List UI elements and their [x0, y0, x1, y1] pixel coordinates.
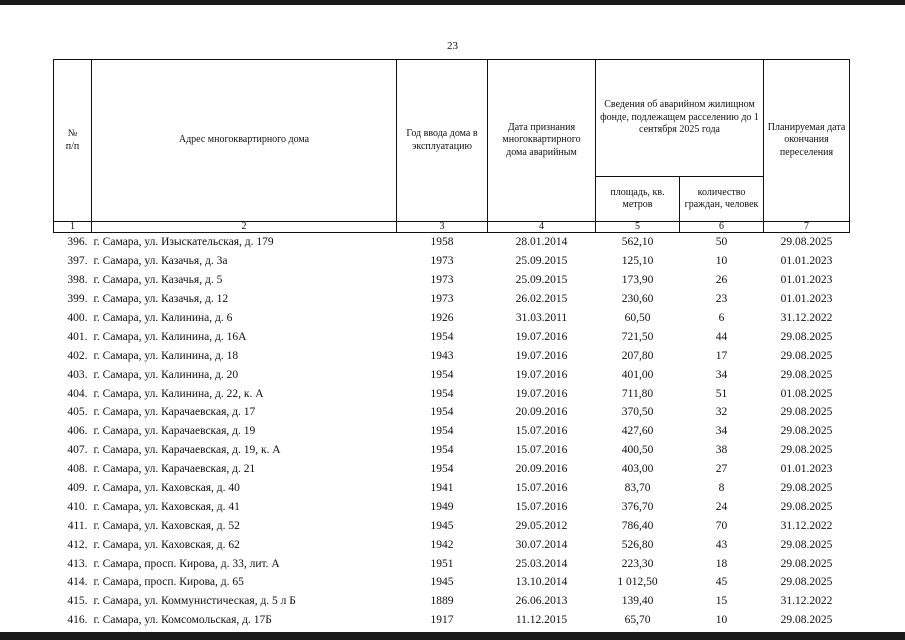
table-row — [54, 516, 850, 535]
row-address: г. Самара, просп. Кирова, д. 65 — [93, 576, 244, 589]
row-area: 721,50 — [621, 330, 654, 343]
row-address: г. Самара, ул. Калинина, д. 16А — [93, 330, 247, 343]
row-emergency-date: 30.07.2014 — [515, 538, 568, 551]
row-year: 1973 — [430, 293, 454, 306]
row-address: г. Самара, ул. Изыскательская, д. 179 — [93, 236, 274, 249]
row-people: 24 — [715, 500, 728, 513]
table-row — [54, 460, 850, 479]
row-number: 416. — [67, 614, 88, 627]
row-emergency-date: 19.07.2016 — [515, 387, 568, 400]
row-area: 370,50 — [621, 406, 654, 419]
row-address: г. Самара, ул. Калинина, д. 20 — [93, 368, 239, 381]
row-area: 223,30 — [621, 557, 654, 570]
row-emergency-date: 19.07.2016 — [515, 349, 568, 362]
table-row — [54, 252, 850, 271]
table-row — [54, 573, 850, 592]
row-planned-date: 31.12.2022 — [780, 595, 833, 608]
row-emergency-date: 25.09.2015 — [515, 255, 568, 268]
row-number: 403. — [67, 368, 88, 381]
row-people: 38 — [715, 444, 728, 457]
row-emergency-date: 25.09.2015 — [515, 274, 568, 287]
row-people: 10 — [715, 255, 728, 268]
row-year: 1917 — [430, 614, 454, 627]
row-emergency-date: 19.07.2016 — [515, 368, 568, 381]
page-number: 23 — [447, 40, 458, 52]
row-area: 526,80 — [621, 538, 654, 551]
row-area: 65,70 — [624, 614, 651, 627]
row-people: 44 — [715, 330, 728, 343]
row-year: 1954 — [430, 368, 454, 381]
scan-bottom-edge — [0, 632, 905, 640]
row-people: 10 — [715, 614, 728, 627]
row-emergency-date: 28.01.2014 — [515, 236, 568, 249]
row-emergency-date: 15.07.2016 — [515, 444, 568, 457]
row-number: 399. — [67, 293, 88, 306]
row-number: 413. — [67, 557, 88, 570]
table-row — [54, 554, 850, 573]
row-address: г. Самара, ул. Карачаевская, д. 19 — [93, 425, 256, 438]
row-people: 43 — [715, 538, 728, 551]
row-planned-date: 29.08.2025 — [780, 482, 833, 495]
header-area: площадь, кв. метров — [596, 177, 680, 222]
row-number: 412. — [67, 538, 88, 551]
row-area: 139,40 — [621, 595, 654, 608]
row-year: 1954 — [430, 387, 454, 400]
row-address: г. Самара, ул. Каховская, д. 62 — [93, 538, 240, 551]
row-emergency-date: 11.12.2015 — [515, 614, 568, 627]
row-year: 1889 — [430, 595, 454, 608]
row-number: 405. — [67, 406, 88, 419]
row-emergency-date: 29.05.2012 — [515, 519, 568, 532]
table-row — [54, 271, 850, 290]
row-address: г. Самара, просп. Кирова, д. 33, лит. А — [93, 557, 280, 570]
row-planned-date: 29.08.2025 — [780, 614, 833, 627]
row-year: 1954 — [430, 463, 454, 476]
row-emergency-date: 19.07.2016 — [515, 330, 568, 343]
row-number: 404. — [67, 387, 88, 400]
table-row — [54, 309, 850, 328]
row-planned-date: 01.08.2025 — [780, 387, 833, 400]
row-area: 400,50 — [621, 444, 654, 457]
row-emergency-date: 15.07.2016 — [515, 482, 568, 495]
header-housing-info: Сведения об аварийном жилищном фонде, подлежащем расселению до 1 сентября 2025 года — [596, 60, 764, 177]
row-address: г. Самара, ул. Комсомольская, д. 17Б — [93, 614, 272, 627]
row-number: 414. — [67, 576, 88, 589]
row-planned-date: 29.08.2025 — [780, 236, 833, 249]
column-number-row — [54, 222, 850, 233]
table-body — [54, 233, 850, 630]
row-emergency-date: 25.03.2014 — [515, 557, 568, 570]
row-planned-date: 01.01.2023 — [780, 293, 833, 306]
row-planned-date: 29.08.2025 — [780, 500, 833, 513]
row-area: 230,60 — [621, 293, 654, 306]
row-area: 125,10 — [621, 255, 654, 268]
row-year: 1973 — [430, 255, 454, 268]
row-number: 400. — [67, 312, 88, 324]
row-people: 15 — [715, 595, 728, 608]
header-emergency-date: Дата признания многоквартирного дома аварийным — [488, 60, 596, 222]
row-area: 427,60 — [621, 425, 654, 438]
row-address: г. Самара, ул. Каховская, д. 52 — [93, 519, 240, 532]
header-address: Адрес многоквартирного дома — [92, 60, 397, 222]
row-number: 398. — [67, 274, 88, 287]
row-people: 27 — [715, 463, 728, 476]
header-number: № п/п — [54, 60, 92, 222]
row-year: 1954 — [430, 425, 454, 438]
row-number: 408. — [67, 463, 88, 476]
row-address: г. Самара, ул. Казачья, д. 5 — [93, 274, 223, 287]
row-planned-date: 29.08.2025 — [780, 330, 833, 343]
row-emergency-date: 26.02.2015 — [515, 293, 568, 306]
row-number: 410. — [67, 500, 88, 513]
row-number: 407. — [67, 444, 88, 457]
row-number: 406. — [67, 425, 88, 438]
row-emergency-date: 20.09.2016 — [515, 406, 568, 419]
table-row — [54, 592, 850, 611]
table-row — [54, 365, 850, 384]
row-planned-date: 31.12.2022 — [780, 519, 833, 532]
row-people: 8 — [718, 482, 725, 495]
row-emergency-date: 20.09.2016 — [515, 463, 568, 476]
column-number: 2 — [92, 222, 397, 233]
row-people: 50 — [715, 236, 728, 249]
header-people: количество граждан, человек — [680, 177, 764, 222]
row-year: 1949 — [430, 500, 454, 513]
row-number: 397. — [67, 255, 88, 268]
row-number: 401. — [67, 330, 88, 343]
row-address: г. Самара, ул. Карачаевская, д. 17 — [93, 406, 256, 419]
row-number: 415. — [67, 595, 88, 608]
row-address: г. Самара, ул. Калинина, д. 18 — [93, 349, 239, 362]
row-planned-date: 29.08.2025 — [780, 576, 833, 589]
row-number: 396. — [67, 236, 88, 249]
row-address: г. Самара, ул. Калинина, д. 22, к. А — [93, 387, 264, 400]
row-year: 1943 — [430, 349, 454, 362]
table-row — [54, 497, 850, 516]
row-people: 32 — [715, 406, 728, 419]
table-row — [54, 327, 850, 346]
row-planned-date: 29.08.2025 — [780, 557, 833, 570]
row-planned-date: 29.08.2025 — [780, 349, 833, 362]
row-area: 562,10 — [621, 236, 654, 249]
row-address: г. Самара, ул. Карачаевская, д. 19, к. А — [93, 444, 281, 457]
scan-top-edge — [0, 0, 905, 5]
row-people: 18 — [715, 557, 728, 570]
row-area: 1 012,50 — [617, 576, 658, 589]
header-planned-date: Планируемая дата окончания переселения — [764, 60, 850, 222]
row-year: 1954 — [430, 406, 454, 419]
row-address: г. Самара, ул. Коммунистическая, д. 5 л Б — [93, 595, 296, 608]
row-people: 45 — [715, 576, 728, 589]
table-row — [54, 346, 850, 365]
row-people: 51 — [715, 387, 728, 400]
column-number: 4 — [488, 222, 596, 233]
row-area: 401,00 — [621, 368, 654, 381]
row-year: 1945 — [430, 519, 454, 532]
table-row — [54, 422, 850, 441]
emergency-housing-table — [53, 59, 850, 630]
row-people: 17 — [715, 349, 728, 362]
row-planned-date: 01.01.2023 — [780, 255, 833, 268]
row-area: 376,70 — [621, 500, 654, 513]
row-emergency-date: 26.06.2013 — [515, 595, 568, 608]
row-address: г. Самара, ул. Казачья, д. 3а — [93, 255, 228, 268]
row-year: 1926 — [430, 312, 454, 324]
row-address: г. Самара, ул. Калинина, д. 6 — [93, 312, 233, 324]
table-row — [54, 535, 850, 554]
row-year: 1958 — [430, 236, 454, 249]
row-people: 34 — [715, 425, 728, 438]
row-emergency-date: 31.03.2011 — [515, 312, 568, 324]
column-number: 3 — [397, 222, 488, 233]
row-address: г. Самара, ул. Карачаевская, д. 21 — [93, 463, 256, 476]
row-people: 6 — [718, 312, 725, 324]
row-year: 1954 — [430, 444, 454, 457]
row-people: 23 — [715, 293, 728, 306]
row-address: г. Самара, ул. Каховская, д. 41 — [93, 500, 240, 513]
table-row — [54, 290, 850, 309]
column-number: 6 — [680, 222, 764, 233]
row-planned-date: 31.12.2022 — [780, 312, 833, 324]
row-people: 26 — [715, 274, 728, 287]
row-number: 409. — [67, 482, 88, 495]
column-number: 1 — [54, 222, 92, 233]
table-row — [54, 403, 850, 422]
table-row — [54, 479, 850, 498]
row-planned-date: 01.01.2023 — [780, 274, 833, 287]
row-planned-date: 29.08.2025 — [780, 425, 833, 438]
row-people: 34 — [715, 368, 728, 381]
row-area: 786,40 — [621, 519, 654, 532]
row-area: 173,90 — [621, 274, 654, 287]
table-row — [54, 233, 850, 252]
row-planned-date: 29.08.2025 — [780, 444, 833, 457]
row-address: г. Самара, ул. Казачья, д. 12 — [93, 293, 229, 306]
row-area: 207,80 — [621, 349, 654, 362]
row-area: 83,70 — [624, 482, 651, 495]
row-address: г. Самара, ул. Каховская, д. 40 — [93, 482, 240, 495]
row-area: 403,00 — [621, 463, 654, 476]
row-area: 711,80 — [621, 387, 654, 400]
header-year: Год ввода дома в эксплуатацию — [397, 60, 488, 222]
column-number: 5 — [596, 222, 680, 233]
row-year: 1954 — [430, 330, 454, 343]
table-row — [54, 441, 850, 460]
row-emergency-date: 15.07.2016 — [515, 500, 568, 513]
row-emergency-date: 15.07.2016 — [515, 425, 568, 438]
column-number: 7 — [764, 222, 850, 233]
row-year: 1942 — [430, 538, 454, 551]
table-row — [54, 384, 850, 403]
row-year: 1941 — [430, 482, 454, 495]
row-planned-date: 29.08.2025 — [780, 406, 833, 419]
row-number: 411. — [67, 519, 88, 532]
row-area: 60,50 — [624, 312, 651, 324]
row-year: 1945 — [430, 576, 454, 589]
table-row — [54, 611, 850, 630]
row-number: 402. — [67, 349, 88, 362]
row-planned-date: 01.01.2023 — [780, 463, 833, 476]
row-planned-date: 29.08.2025 — [780, 538, 833, 551]
row-planned-date: 29.08.2025 — [780, 368, 833, 381]
row-year: 1973 — [430, 274, 454, 287]
row-people: 70 — [715, 519, 728, 532]
row-year: 1951 — [430, 557, 454, 570]
row-emergency-date: 13.10.2014 — [515, 576, 568, 589]
